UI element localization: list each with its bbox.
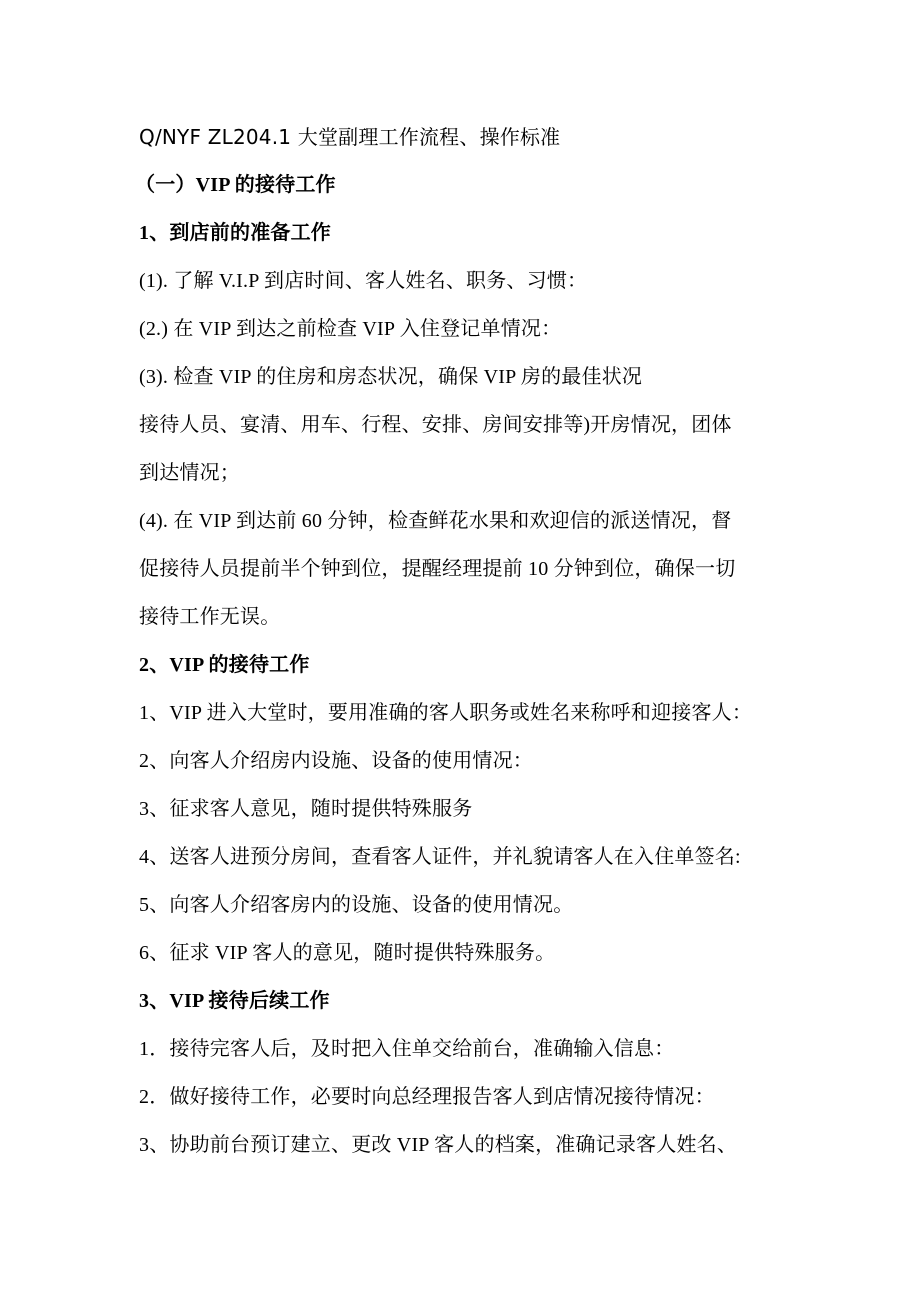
paragraph-line: (3). 检查 VIP 的住房和房态状况，确保 VIP 房的最佳状况 <box>139 366 643 388</box>
list-item: 5、向客人介绍客房内的设施、设备的使用情况。 <box>139 894 574 916</box>
list-item: 2．做好接待工作，必要时向总经理报告客人到店情况接待情况： <box>139 1086 715 1108</box>
paragraph-line: 到达情况； <box>139 462 240 484</box>
subsection-heading-pre-arrival: 1、到店前的准备工作 <box>139 222 331 244</box>
section-heading-vip-reception: （一）VIP 的接待工作 <box>135 174 336 196</box>
paragraph-line: (1). 了解 V.I.P 到店时间、客人姓名、职务、习惯： <box>139 270 588 292</box>
list-item: 6、征求 VIP 客人的意见，随时提供特殊服务。 <box>139 942 556 964</box>
list-item: 1、VIP 进入大堂时，要用准确的客人职务或姓名来称呼和迎接客人： <box>139 702 753 724</box>
list-item: 4、送客人进预分房间，查看客人证件，并礼貌请客人在入住单签名: <box>139 846 741 868</box>
list-item: 3、协助前台预订建立、更改 VIP 客人的档案，准确记录客人姓名、 <box>139 1134 738 1156</box>
list-item: 1．接待完客人后，及时把入住单交给前台，准确输入信息： <box>139 1038 675 1060</box>
paragraph-line: (2.) 在 VIP 到达之前检查 VIP 入住登记单情况： <box>139 318 562 340</box>
subsection-heading-follow-up: 3、VIP 接待后续工作 <box>139 990 330 1012</box>
paragraph-line: 接待工作无误。 <box>139 606 281 628</box>
list-item: 2、向客人介绍房内设施、设备的使用情况： <box>139 750 533 772</box>
list-item: 3、征求客人意见，随时提供特殊服务 <box>139 798 473 820</box>
subsection-heading-reception: 2、VIP 的接待工作 <box>139 654 310 676</box>
document-page <box>135 113 799 1169</box>
paragraph-line: (4). 在 VIP 到达前 60 分钟，检查鲜花水果和欢迎信的派送情况，督 <box>139 510 732 532</box>
paragraph-line: 接待人员、宴清、用车、行程、安排、房间安排等)开房情况，团体 <box>139 414 732 436</box>
document-title: Q/NYF ZL204.1 大堂副理工作流程、操作标准 <box>139 125 561 149</box>
paragraph-line: 促接待人员提前半个钟到位，提醒经理提前 10 分钟到位，确保一切 <box>139 558 736 580</box>
